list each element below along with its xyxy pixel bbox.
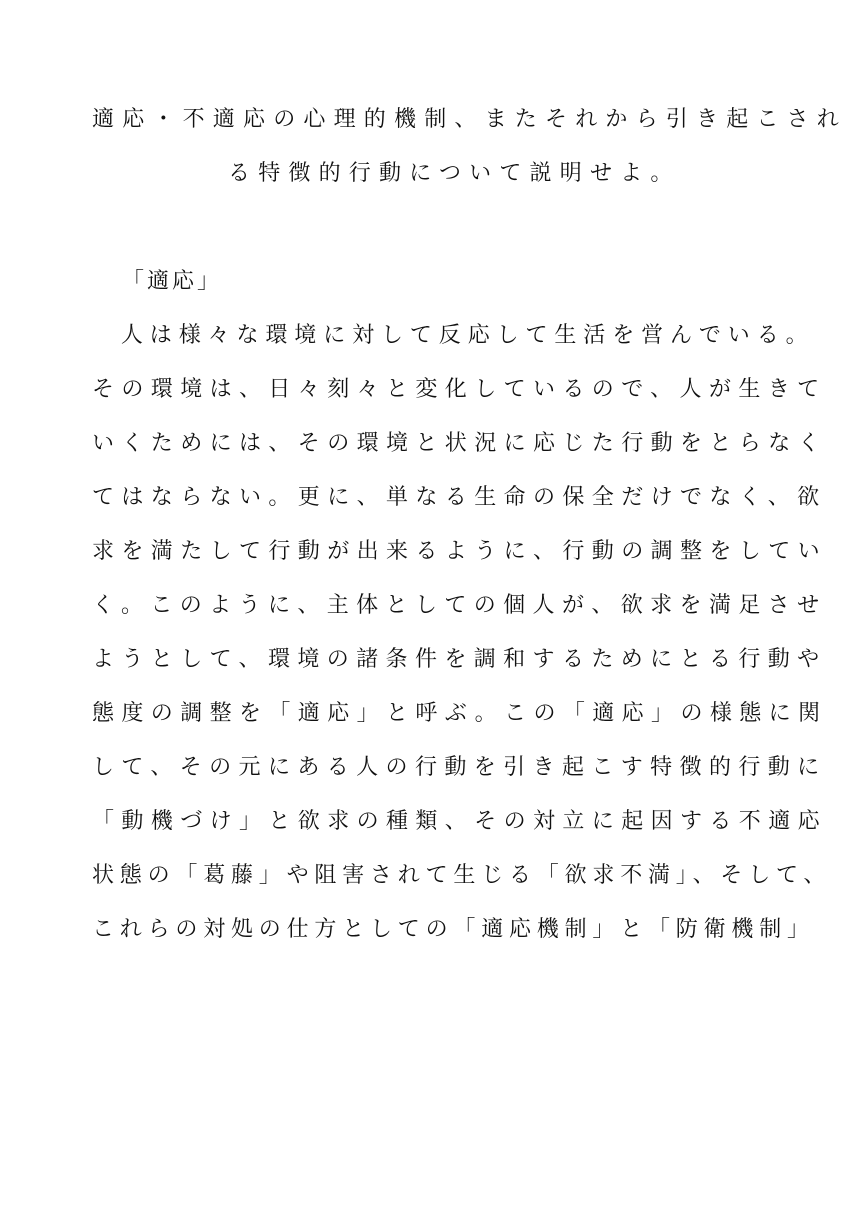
body-line-10: 「動機づけ」と欲求の種類、その対立に起因する不適応 <box>92 809 828 834</box>
body-line-3: いくためには、その環境と状況に応じた行動をとらなく <box>92 431 828 456</box>
body-line-8: 態度の調整を「適応」と呼ぶ。この「適応」の様態に関 <box>92 701 828 726</box>
body-line-9: して、その元にある人の行動を引き起こす特徴的行動に <box>92 755 827 780</box>
body-line-6: く。このように、主体としての個人が、欲求を満足させ <box>92 593 827 618</box>
body-line-12: これらの対処の仕方としての「適応機制」と「防衛機制」 <box>92 917 815 942</box>
body-line-2: その環境は、日々刻々と変化しているので、人が生きて <box>92 377 827 402</box>
body-line-5: 求を満たして行動が出来るように、行動の調整をしてい <box>92 539 828 564</box>
title-line-1: 適応・不適応の心理的機制、またそれから引き起こされ <box>92 107 848 132</box>
body-line-7: ようとして、環境の諸条件を調和するためにとる行動や <box>92 647 827 672</box>
section-heading: 「適応」 <box>122 269 223 294</box>
body-line-11: 状態の「葛藤」や阻害されて生じる「欲求不満」、そして、 <box>92 863 832 888</box>
body-line-1: 人は様々な環境に対して反応して生活を営んでいる。 <box>92 323 815 348</box>
body-line-4: てはならない。更に、単なる生命の保全だけでなく、欲 <box>92 485 827 510</box>
title-line-2: る特徴的行動について説明せよ。 <box>228 161 681 186</box>
